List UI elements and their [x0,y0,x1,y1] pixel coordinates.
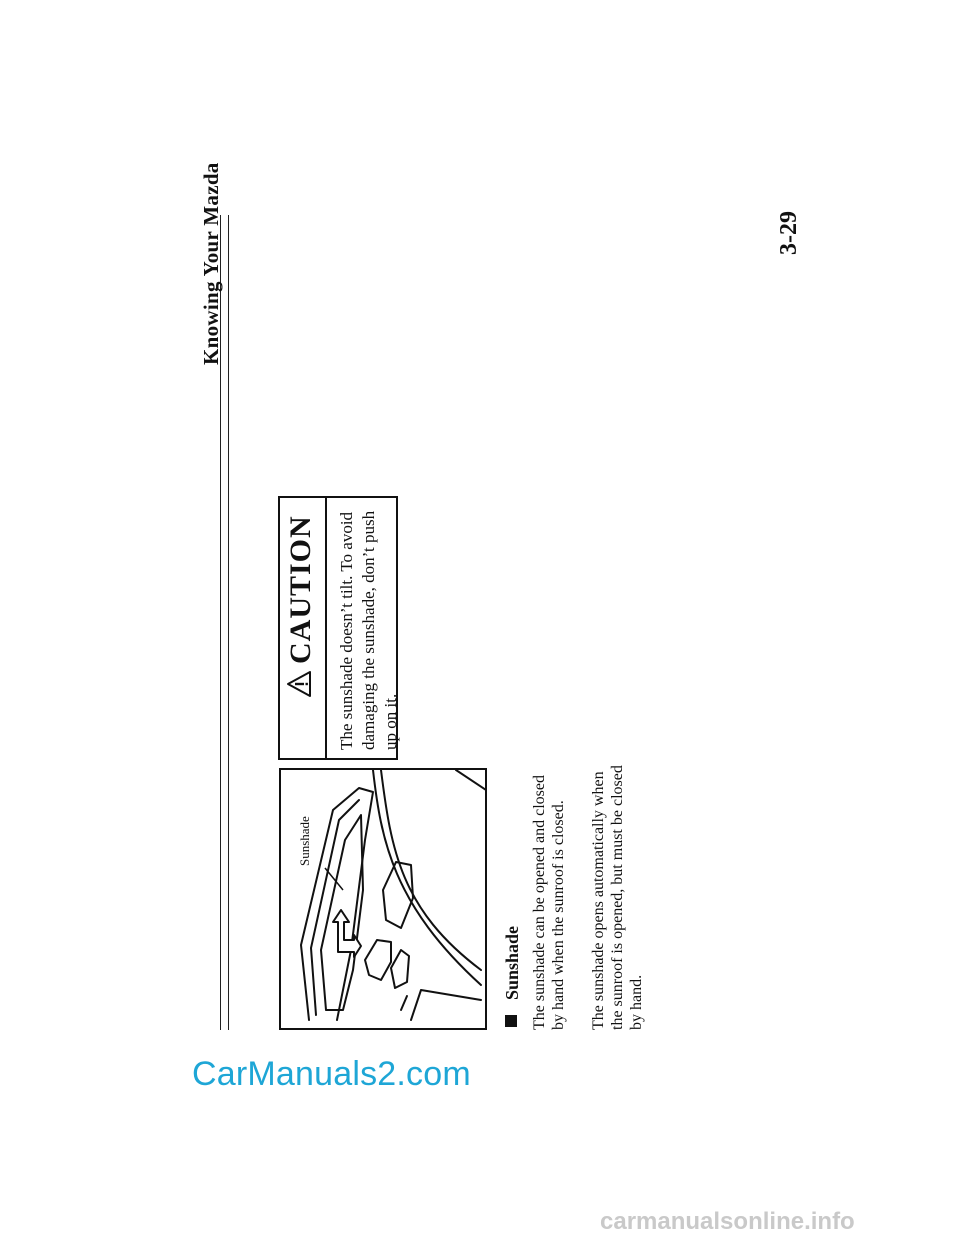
sunshade-drawing [281,770,485,1028]
caution-title: CAUTION [284,515,317,664]
header-rule-thin [228,215,229,1030]
sunshade-illustration [279,768,487,1030]
watermark-carmanuals2: CarManuals2.com [192,1055,471,1093]
caution-divider [325,498,327,758]
paragraph-2: The sunshade opens automatically when the sunroof is opened, but must be closed by hand. [590,765,645,1030]
paragraph-1: The sunshade can be opened and closed by hand when the sunroof is closed. [531,774,567,1030]
caution-box [278,496,398,760]
section-heading: Sunshade [502,925,522,1000]
caution-header [284,515,318,698]
warning-triangle-icon [286,670,317,698]
page-number: 3-29 [776,211,802,255]
running-head: Knowing Your Mazda [199,162,223,365]
section-bullet [505,1015,517,1027]
callout-label: Sunshade [297,816,312,866]
caution-text: The sunshade doesn’t tilt. To avoid damaging the sunshade, don’t push up on it. [337,510,400,750]
watermark-carmanualsonline: carmanualsonline.info [600,1208,855,1235]
